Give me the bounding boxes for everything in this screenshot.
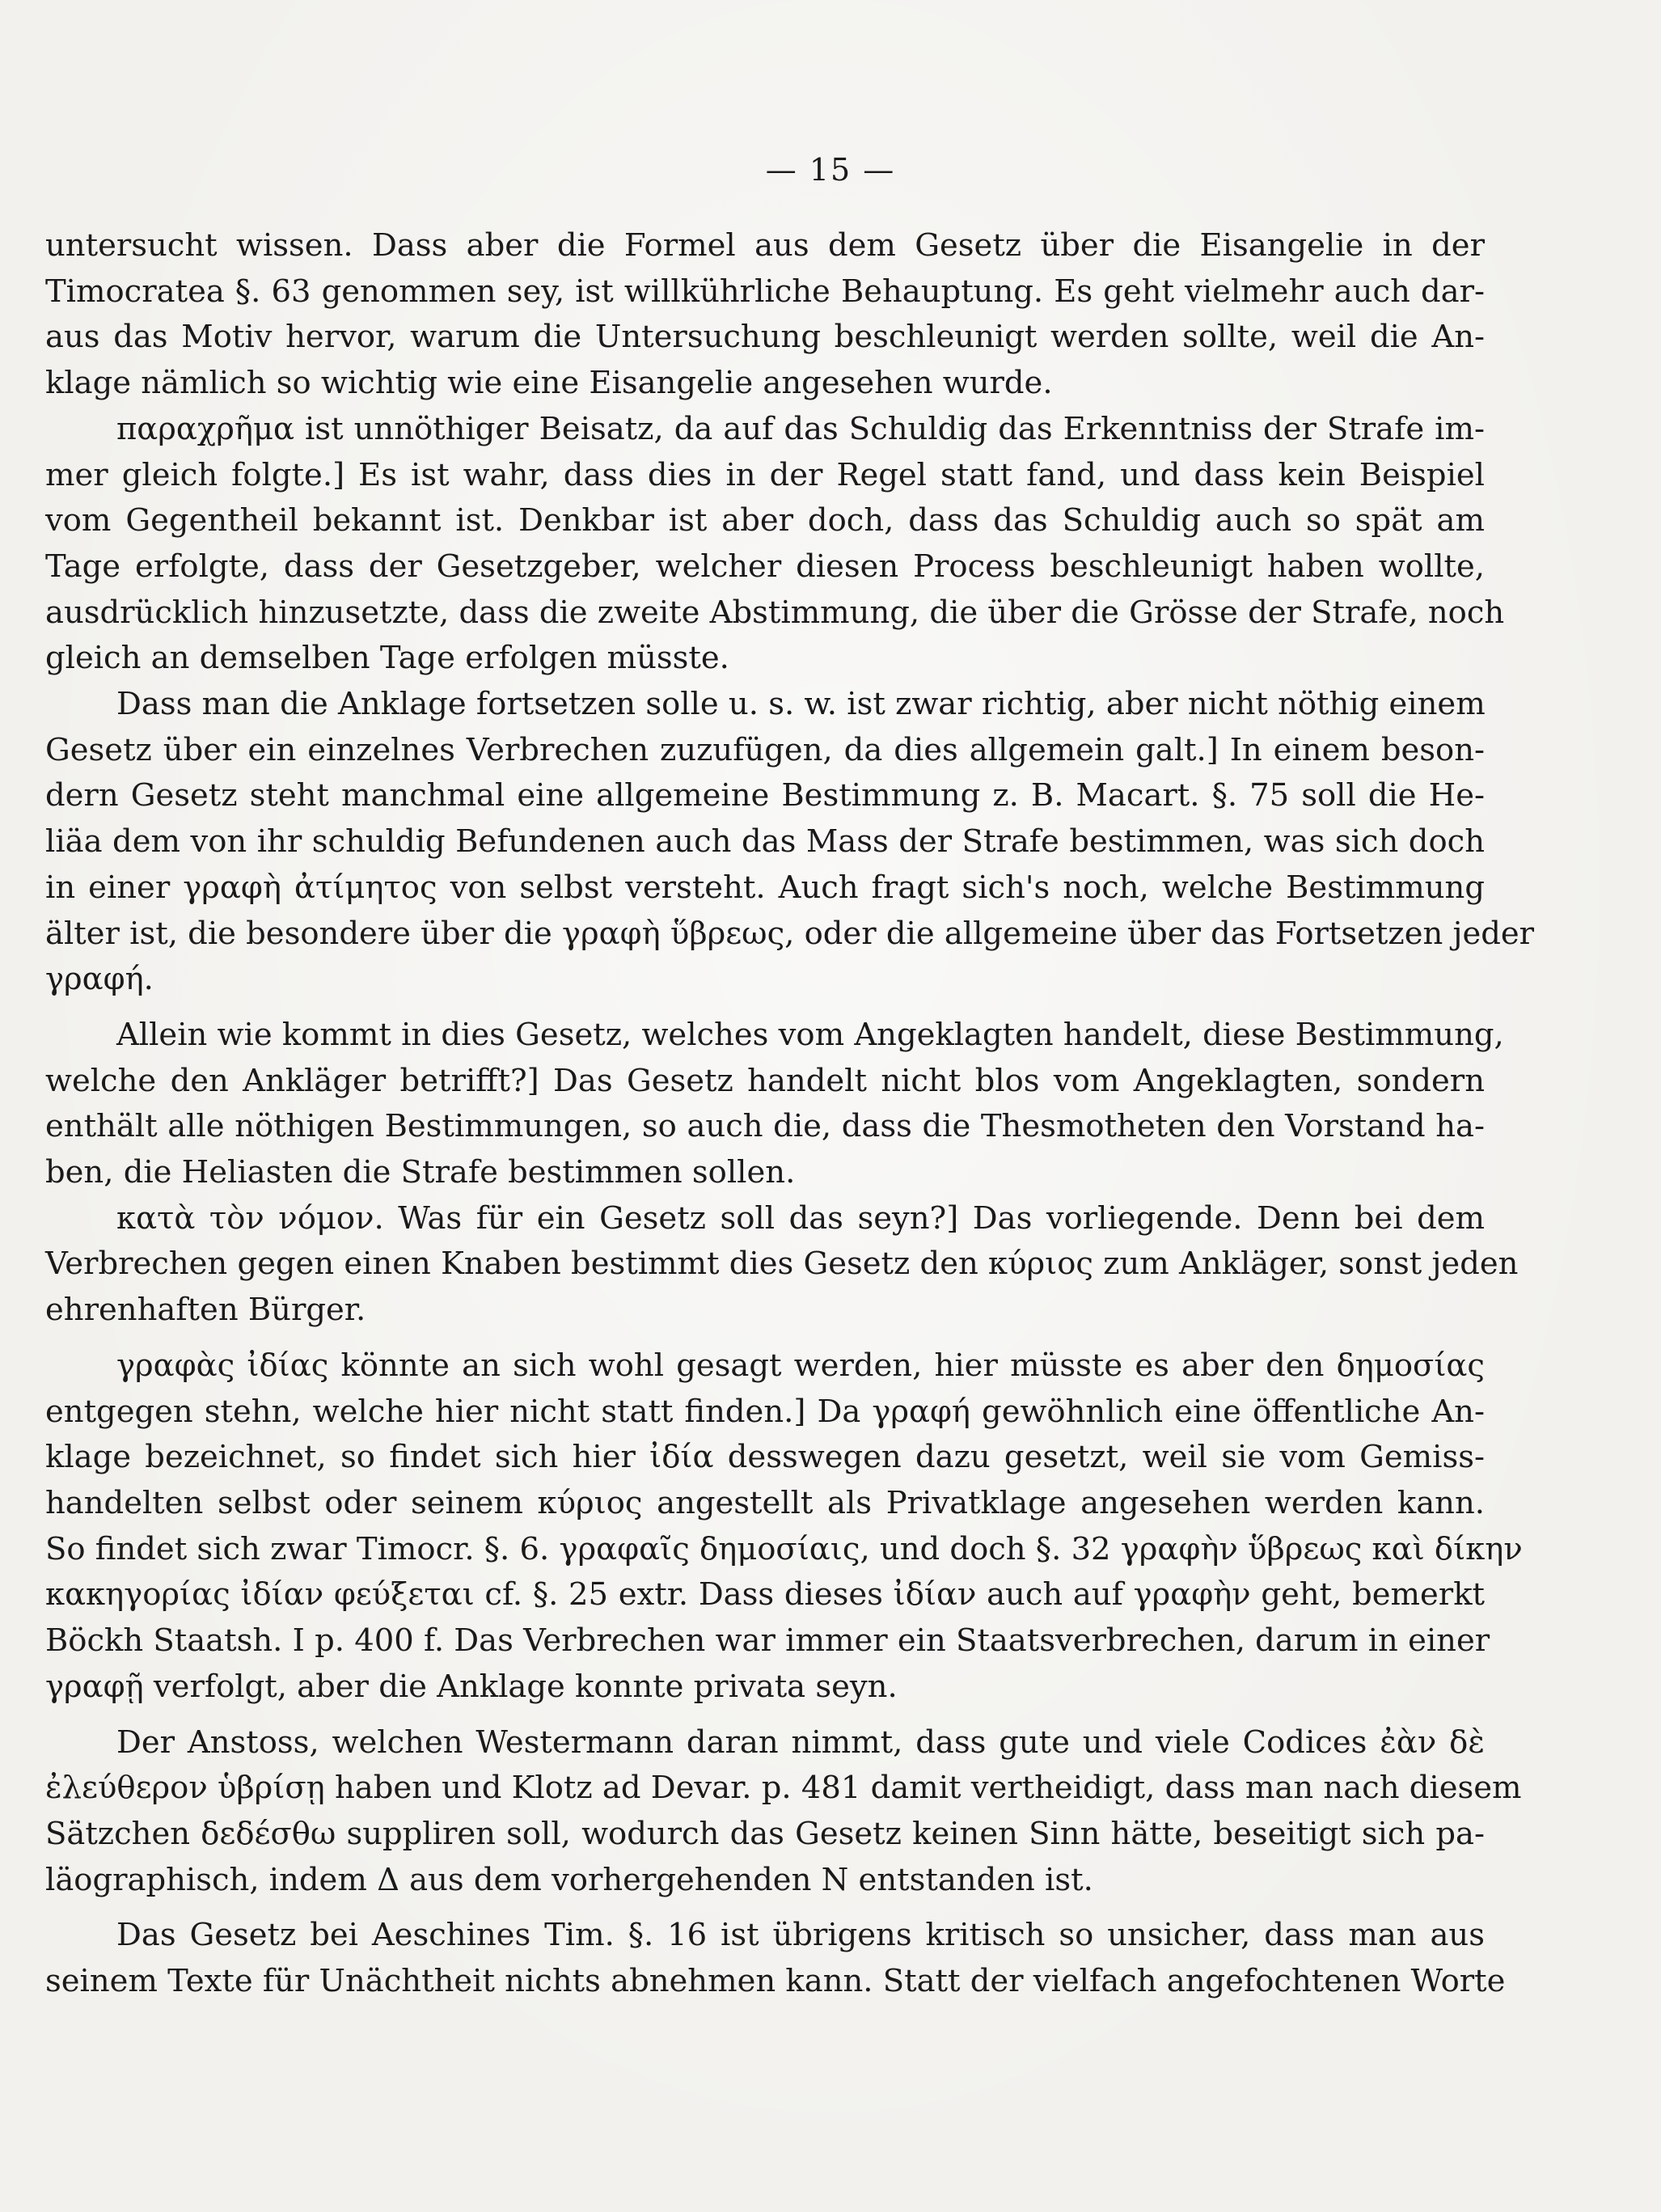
text-line: läographisch, indem Δ aus dem vorhergehenden N entstanden ist. bbox=[45, 1861, 1093, 1898]
text-line: ehrenhaften Bürger. bbox=[45, 1292, 366, 1329]
text-line: κακηγορίας ἰδίαν φεύξεται cf. §. 25 extr. Dass dieses ἰδίαν auch auf γραφὴν geht, bemerkt bbox=[45, 1576, 1485, 1614]
text-line: älter ist, die besondere über die γραφὴ ὕβρεως, oder die allgemeine über das Fortsetzen jeder bbox=[45, 915, 1535, 952]
text-line: γραφὰς ἰδίας könnte an sich wohl gesagt werden, hier müsste es aber den δημοσίας bbox=[116, 1347, 1485, 1384]
text-line: in einer γραφὴ ἀτίμητος von selbst versteht. Auch fragt sich's noch, welche Bestimmung bbox=[45, 869, 1485, 906]
text-line: παραχρῆμα ist unnöthiger Beisatz, da auf das Schuldig das Erkenntniss der Strafe im- bbox=[116, 410, 1485, 447]
text-line: klage nämlich so wichtig wie eine Eisangelie angesehen wurde. bbox=[45, 365, 1053, 402]
text-line: klage bezeichnet, so findet sich hier ἰδία desswegen dazu gesetzt, weil sie vom Gemiss- bbox=[45, 1439, 1485, 1476]
text-line: gleich an demselben Tage erfolgen müsste. bbox=[45, 640, 729, 677]
text-line: Timocratea §. 63 genommen sey, ist willkührliche Behauptung. Es geht vielmehr auch dar- bbox=[45, 273, 1485, 310]
text-line: ausdrücklich hinzusetzte, dass die zweite Abstimmung, die über die Grösse der Strafe, noch bbox=[45, 594, 1505, 631]
text-line: ἐλεύθερον ὑβρίσῃ haben und Klotz ad Devar. p. 481 damit vertheidigt, dass man nach diesem bbox=[45, 1770, 1522, 1807]
text-line: ben, die Heliasten die Strafe bestimmen sollen. bbox=[45, 1154, 796, 1191]
text-line: liäa dem von ihr schuldig Befundenen auch das Mass der Strafe bestimmen, was sich doch bbox=[45, 823, 1485, 861]
text-line: Tage erfolgte, dass der Gesetzgeber, welcher diesen Process beschleunigt haben wollte, bbox=[45, 548, 1485, 585]
text-line: aus das Motiv hervor, warum die Untersuchung beschleunigt werden sollte, weil die An- bbox=[45, 319, 1485, 356]
text-line: Dass man die Anklage fortsetzen solle u. s. w. ist zwar richtig, aber nicht nöthig einem bbox=[116, 686, 1486, 723]
text-line: Verbrechen gegen einen Knaben bestimmt dies Gesetz den κύριος zum Ankläger, sonst jeden bbox=[45, 1246, 1519, 1283]
text-line: Böckh Staatsh. I p. 400 f. Das Verbrechen war immer ein Staatsverbrechen, darum in einer bbox=[45, 1622, 1490, 1660]
text-line: entgegen stehn, welche hier nicht statt finden.] Da γραφή gewöhnlich eine öffentliche An- bbox=[45, 1393, 1485, 1430]
text-line: Sätzchen δεδέσθω suppliren soll, wodurch das Gesetz keinen Sinn hätte, beseitigt sich pa- bbox=[45, 1815, 1485, 1852]
text-line: Das Gesetz bei Aeschines Tim. §. 16 ist übrigens kritisch so unsicher, dass man aus bbox=[116, 1917, 1485, 1954]
text-line: Allein wie kommt in dies Gesetz, welches vom Angeklagten handelt, diese Bestimmung, bbox=[116, 1016, 1504, 1053]
text-line: mer gleich folgte.] Es ist wahr, dass dies in der Regel statt fand, und dass kein Beispiel bbox=[45, 456, 1485, 493]
text-line: welche den Ankläger betrifft?] Das Gesetz handelt nicht blos vom Angeklagten, sondern bbox=[45, 1062, 1485, 1099]
text-line: dern Gesetz steht manchmal eine allgemeine Bestimmung z. B. Macart. §. 75 soll die He- bbox=[45, 777, 1485, 814]
text-line: vom Gegentheil bekannt ist. Denkbar ist aber doch, dass das Schuldig auch so spät am bbox=[45, 502, 1485, 539]
text-line: seinem Texte für Unächtheit nichts abnehmen kann. Statt der vielfach angefochtenen Worte bbox=[45, 1963, 1506, 2000]
page-number: — 15 — bbox=[765, 152, 896, 188]
text-line: Der Anstoss, welchen Westermann daran nimmt, dass gute und viele Codices ἐὰν δὲ bbox=[116, 1723, 1485, 1761]
text-line: γραφῇ verfolgt, aber die Anklage konnte privata seyn. bbox=[45, 1668, 898, 1705]
text-line: γραφή. bbox=[45, 961, 154, 998]
text-line: untersucht wissen. Dass aber die Formel aus dem Gesetz über die Eisangelie in der bbox=[45, 227, 1485, 264]
text-line: Gesetz über ein einzelnes Verbrechen zuzufügen, da dies allgemein galt.] In einem beson- bbox=[45, 731, 1485, 768]
text-line: κατὰ τὸν νόμον. Was für ein Gesetz soll das seyn?] Das vorliegende. Denn bei dem bbox=[116, 1199, 1485, 1237]
body-text bbox=[45, 223, 1535, 2005]
text-line: enthält alle nöthigen Bestimmungen, so auch die, dass die Thesmotheten den Vorstand ha- bbox=[45, 1108, 1485, 1145]
text-line: handelten selbst oder seinem κύριος angestellt als Privatklage angesehen werden kann. bbox=[45, 1484, 1485, 1521]
text-line: So findet sich zwar Timocr. §. 6. γραφαῖς δημοσίαις, und doch §. 32 γραφὴν ὕβρεως καὶ δίκην bbox=[45, 1530, 1523, 1567]
